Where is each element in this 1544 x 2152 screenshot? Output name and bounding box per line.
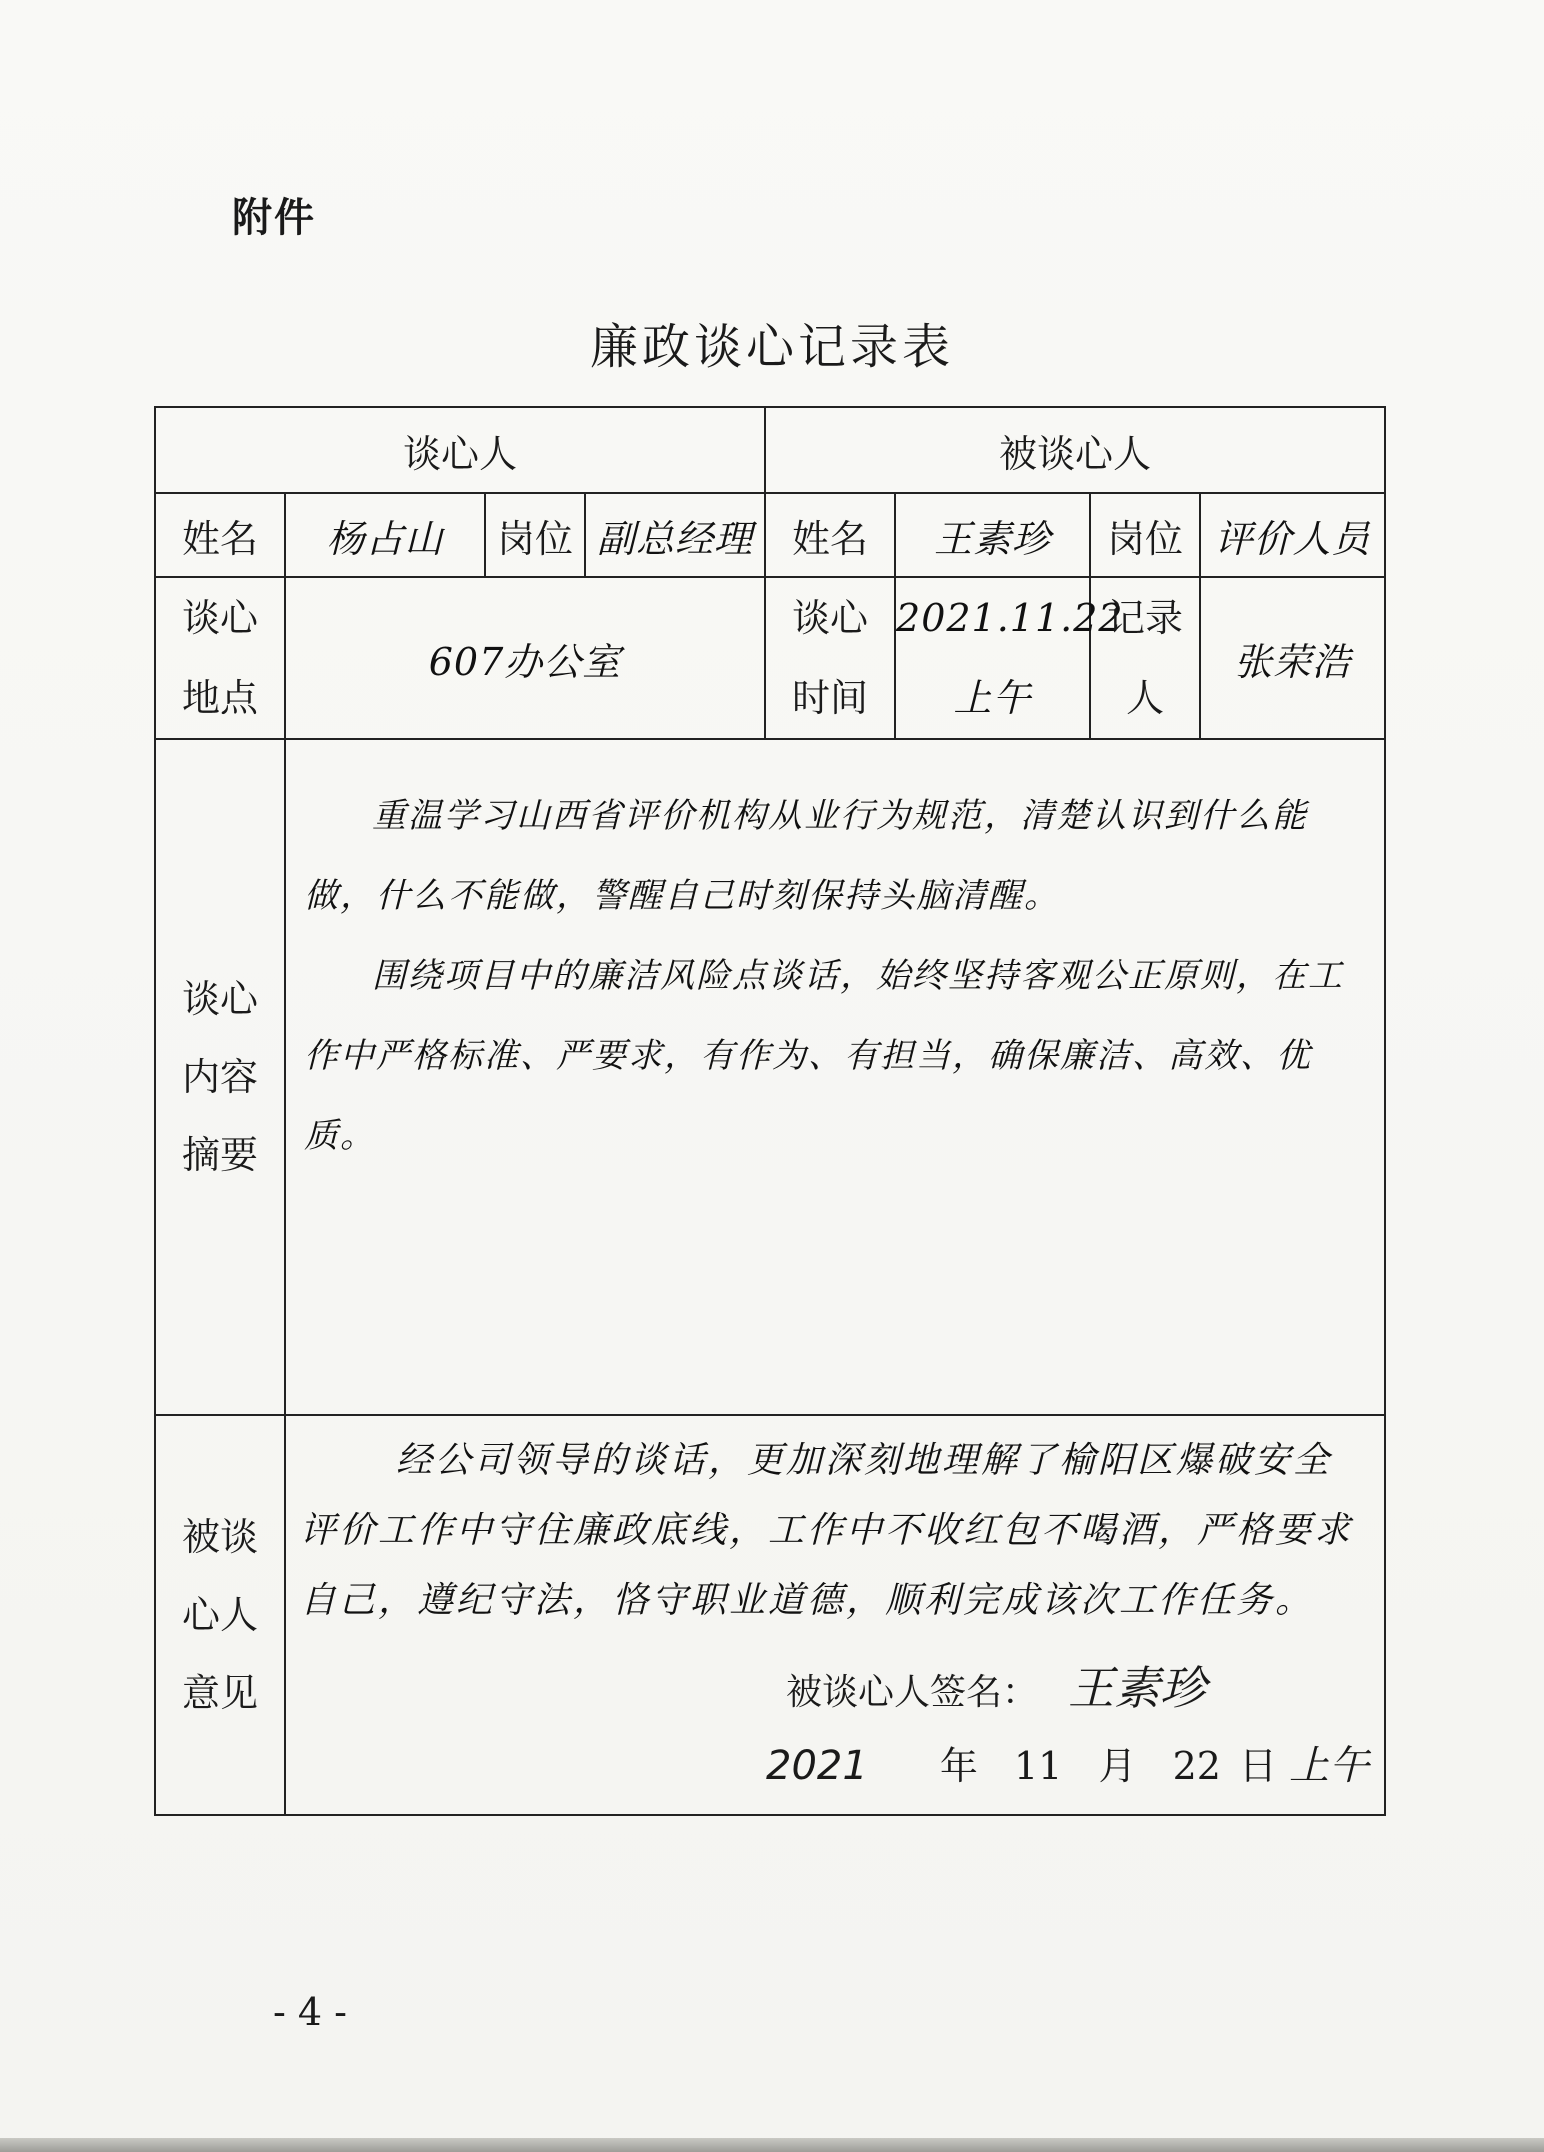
talker-position-label: 岗位	[485, 493, 585, 577]
opinion-label-line-3: 意见	[181, 1671, 258, 1715]
talkee-name-value: 王素珍	[895, 493, 1090, 577]
date-period: 上午	[1289, 1743, 1370, 1789]
talkee-name-label: 姓名	[765, 493, 895, 577]
talker-name-label: 姓名	[155, 493, 285, 577]
content-label	[155, 739, 285, 1415]
recorder-label-line-1: 记录	[1107, 596, 1184, 640]
location-value: 607办公室	[285, 577, 765, 739]
content-paragraph-1: 重温学习山西省评价机构从业行为规范，清楚认识到什么能做，什么不能做，警醒自己时刻保持头脑清醒。	[304, 796, 1308, 916]
date-year-unit: 年	[939, 1744, 978, 1788]
scan-bottom-edge	[0, 2138, 1544, 2152]
page-title: 廉政谈心记录表	[589, 319, 954, 375]
talker-name-value: 杨占山	[285, 493, 485, 577]
location-label	[155, 577, 285, 739]
talkee-position-label: 岗位	[1090, 493, 1200, 577]
talker-header: 谈心人	[155, 407, 765, 493]
date-month: 11	[1014, 1744, 1063, 1788]
opinion-label-line-2: 心人	[181, 1593, 258, 1637]
opinion-text: 经公司领导的谈话，更加深刻地理解了榆阳区爆破安全评价工作中守住廉政底线，工作中不收红包不喝酒，严格要求自己，遵纪守法，恪守职业道德，顺利完成该次工作任务。	[300, 1440, 1354, 1621]
recorder-value: 张荣浩	[1200, 577, 1385, 739]
signature-line	[786, 1652, 1206, 1718]
content-label-line-3: 摘要	[181, 1133, 258, 1177]
signature-label: 被谈心人签名：	[786, 1672, 1039, 1713]
content-paragraph-2: 围绕项目中的廉洁风险点谈话，始终坚持客观公正原则，在工作中严格标准、严要求，有作为、有担当，确保廉洁、高效、优质。	[304, 956, 1344, 1156]
date-year: 2021	[766, 1743, 868, 1789]
time-value-period: 上午	[953, 676, 1032, 720]
attachment-label: 附件	[232, 195, 316, 241]
date-day: 22	[1172, 1744, 1221, 1788]
date-month-unit: 月	[1098, 1744, 1137, 1788]
talker-position-value: 副总经理	[585, 493, 765, 577]
signature-value: 王素珍	[1068, 1661, 1207, 1715]
signature-date	[766, 1734, 1369, 1791]
time-label-line-1: 谈心	[792, 596, 869, 640]
date-day-unit: 日	[1239, 1744, 1278, 1788]
opinion-label-line-1: 被谈	[181, 1515, 258, 1559]
talk-record-table	[154, 406, 1386, 1816]
content-label-line-1: 谈心	[181, 977, 258, 1021]
page-number: - 4 -	[272, 1990, 347, 2034]
content-summary	[285, 739, 1385, 1415]
location-label-line-1: 谈心	[181, 596, 258, 640]
content-label-line-2: 内容	[181, 1055, 258, 1099]
location-label-line-2: 地点	[181, 676, 258, 720]
talkee-header: 被谈心人	[765, 407, 1385, 493]
time-value-date: 2021.11.22	[896, 596, 1124, 640]
time-label-line-2: 时间	[792, 676, 869, 720]
opinion-cell	[285, 1415, 1385, 1815]
time-value	[895, 577, 1124, 739]
recorder-label	[1090, 577, 1200, 739]
talkee-position-value: 评价人员	[1200, 493, 1385, 577]
time-label	[765, 577, 895, 739]
opinion-label	[155, 1415, 285, 1815]
recorder-label-line-2: 人	[1126, 676, 1165, 720]
